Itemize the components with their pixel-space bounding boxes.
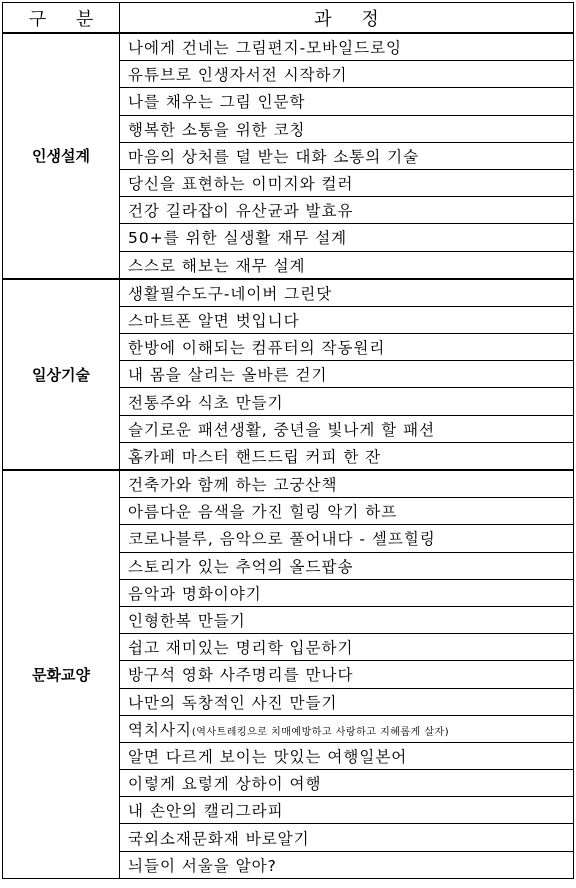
course-cell: [120, 715, 574, 742]
category-cell: 문화교양: [3, 470, 120, 878]
course-title: 아름다운 음색을 가진 힐링 악기 하프: [128, 503, 398, 522]
course-cell: [120, 742, 574, 769]
course-title: 생활필수도구-네이버 그린닷: [128, 284, 333, 303]
course-title: 스마트폰 알면 벗입니다: [128, 311, 300, 330]
course-title: 홈카페 마스터 핸드드립 커피 한 잔: [128, 447, 382, 466]
category-cell: 일상기술: [3, 279, 120, 470]
course-title: 스스로 해보는 재무 설계: [128, 256, 306, 275]
course-cell: [120, 498, 574, 525]
course-cell: [120, 169, 574, 196]
course-title: 인형한복 만들기: [128, 612, 246, 631]
course-cell: [120, 552, 574, 579]
course-cell: [120, 33, 574, 61]
course-title: 음악과 명화이야기: [128, 584, 262, 603]
course-title: 역치사지: [128, 720, 192, 739]
course-title: 건축가와 함께 하는 고궁산책: [128, 476, 338, 495]
course-cell: [120, 251, 574, 279]
course-title: 늬들이 서울을 알아?: [128, 856, 277, 875]
course-cell: [120, 579, 574, 606]
course-title: 스토리가 있는 추억의 올드팝송: [128, 557, 354, 576]
course-title: 마음의 상처를 덜 받는 대화 소통의 기술: [128, 147, 420, 166]
course-cell: [120, 334, 574, 361]
course-title: 건강 길라잡이 유산균과 발효유: [128, 202, 354, 221]
course-cell: [120, 388, 574, 415]
table-header-row: [3, 3, 574, 34]
table-row: [3, 33, 574, 61]
course-title: 이렇게 요렇게 상하이 여행: [128, 775, 322, 794]
course-title: 행복한 소통을 위한 코칭: [128, 120, 306, 139]
course-cell: [120, 824, 574, 851]
course-cell: [120, 525, 574, 552]
category-cell: 인생설계: [3, 33, 120, 279]
course-cell: [120, 442, 574, 470]
course-cell: [120, 797, 574, 824]
course-cell: [120, 224, 574, 251]
course-title: 방구석 영화 사주명리를 만나다: [128, 666, 354, 685]
table-row: [3, 470, 574, 498]
course-cell: [120, 361, 574, 388]
course-cell: [120, 415, 574, 442]
course-title: 50+를 위한 실생활 재무 설계: [128, 229, 348, 248]
course-cell: [120, 770, 574, 797]
course-title: 유튜브로 인생자서전 시작하기: [128, 66, 348, 85]
course-title: 나에게 건네는 그림편지-모바일드로잉: [128, 39, 403, 58]
course-cell: [120, 661, 574, 688]
course-title: 한방에 이해되는 컴퓨터의 작동원리: [128, 339, 386, 358]
course-title: 쉽고 재미있는 명리학 입문하기: [128, 639, 354, 658]
course-cell: [120, 851, 574, 878]
course-cell: [120, 197, 574, 224]
course-title: 내 몸을 살리는 올바른 걷기: [128, 366, 328, 385]
course-title: 알면 다르게 보이는 맛있는 여행일본어: [128, 747, 408, 766]
course-title: 당신을 표현하는 이미지와 컬러: [128, 175, 354, 194]
course-cell: [120, 279, 574, 307]
course-cell: [120, 470, 574, 498]
course-table: [2, 2, 574, 879]
course-cell: [120, 634, 574, 661]
course-title: 코로나블루, 음악으로 풀어내다 - 셀프힐링: [128, 530, 436, 549]
course-cell: [120, 88, 574, 115]
course-cell: [120, 688, 574, 715]
course-title: 나를 채우는 그림 인문학: [128, 93, 306, 112]
header-course: 과 정: [120, 3, 574, 34]
course-cell: [120, 115, 574, 142]
table-row: [3, 279, 574, 307]
course-title: 전통주와 식초 만들기: [128, 393, 284, 412]
course-title: 내 손안의 캘리그라피: [128, 802, 284, 821]
course-title: 국외소재문화재 바로알기: [128, 829, 310, 848]
course-title: 슬기로운 패션생활, 중년을 빛나게 할 패션: [128, 420, 436, 439]
course-cell: [120, 61, 574, 88]
header-category: 구 분: [3, 3, 120, 34]
course-cell: [120, 306, 574, 333]
course-cell: [120, 142, 574, 169]
course-cell: [120, 606, 574, 633]
course-note: (역사트레킹으로 치매예방하고 사랑하고 지혜롭게 살자): [191, 726, 450, 738]
course-title: 나만의 독창적인 사진 만들기: [128, 693, 338, 712]
